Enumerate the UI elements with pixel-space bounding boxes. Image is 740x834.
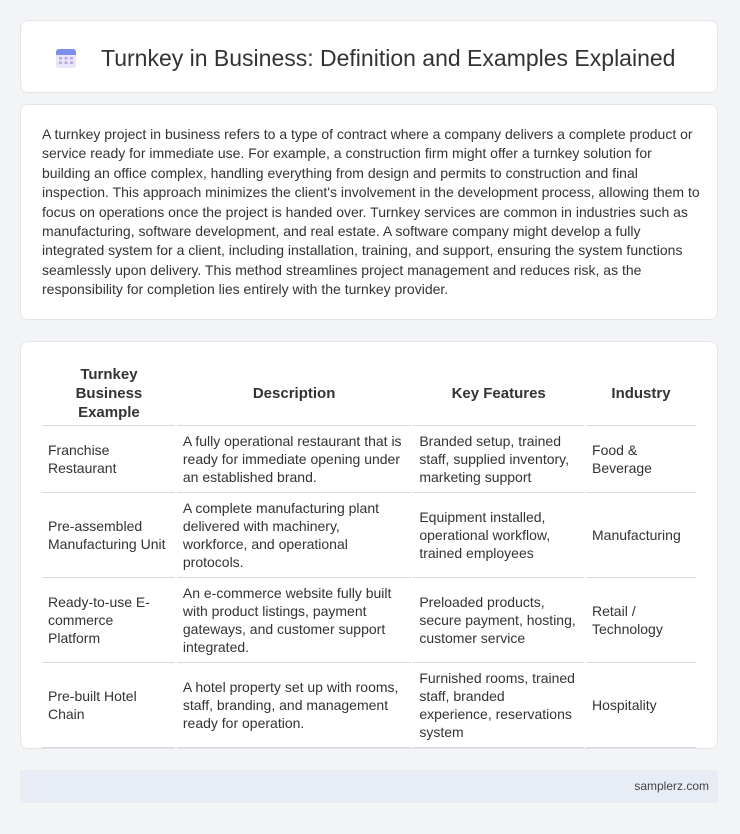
cell-description: A complete manufacturing plant delivered with machinery, workforce, and operational protocols. [176,493,412,578]
intro-card [20,104,718,320]
footer-bar [20,770,718,803]
table-row [42,578,697,663]
cell-example: Pre-built Hotel Chain [42,663,176,748]
page-title: Turnkey in Business: Definition and Examples Explained [101,45,676,71]
table-row [42,426,697,493]
examples-table-card [20,341,718,749]
cell-industry: Manufacturing [585,493,697,578]
cell-features: Branded setup, trained staff, supplied inventory, marketing support [412,426,585,493]
cell-example: Ready-to-use E-commerce Platform [42,578,176,663]
cell-description: An e-commerce website fully built with product listings, payment gateways, and customer support integrated. [176,578,412,663]
cell-description: A hotel property set up with rooms, staff, branding, and management ready for operation. [176,663,412,748]
cell-example: Pre-assembled Manufacturing Unit [42,493,176,578]
column-header-features: Key Features [412,362,585,426]
cell-example: Franchise Restaurant [42,426,176,493]
column-header-example: Turnkey Business Example [42,362,176,426]
column-header-industry: Industry [585,362,697,426]
header-card [20,20,718,93]
table-row [42,493,697,578]
examples-table [42,362,698,748]
table-header-row [42,362,697,426]
cell-features: Equipment installed, operational workflow, trained employees [412,493,585,578]
cell-industry: Food & Beverage [585,426,697,493]
cell-features: Preloaded products, secure payment, hosting, customer service [412,578,585,663]
cell-description: A fully operational restaurant that is ready for immediate opening under an established brand. [176,426,412,493]
cell-features: Furnished rooms, trained staff, branded experience, reservations system [412,663,585,748]
intro-paragraph: A turnkey project in business refers to a type of contract where a company delivers a complete product or service ready for immediate use. For example, a construction firm might offer a turnkey solution for building an office complex, handling everything from design and permits to construction and final inspection. This approach minimizes the client's involvement in the development process, allowing them to focus on operations once the project is handed over. Turnkey services are common in industries such as manufacturing, software development, and real estate. A software company might develop a fully integrated system for a client, including installation, training, and support, ensuring the system functions seamlessly upon delivery. This method streamlines project management and reduces risk, as the responsibility for completion lies entirely with the turnkey provider. [42,126,700,298]
footer-site-link[interactable]: samplerz.com [634,779,709,793]
cell-industry: Hospitality [585,663,697,748]
table-row [42,663,697,748]
cell-industry: Retail / Technology [585,578,697,663]
calendar-icon [54,46,78,70]
column-header-description: Description [176,362,412,426]
